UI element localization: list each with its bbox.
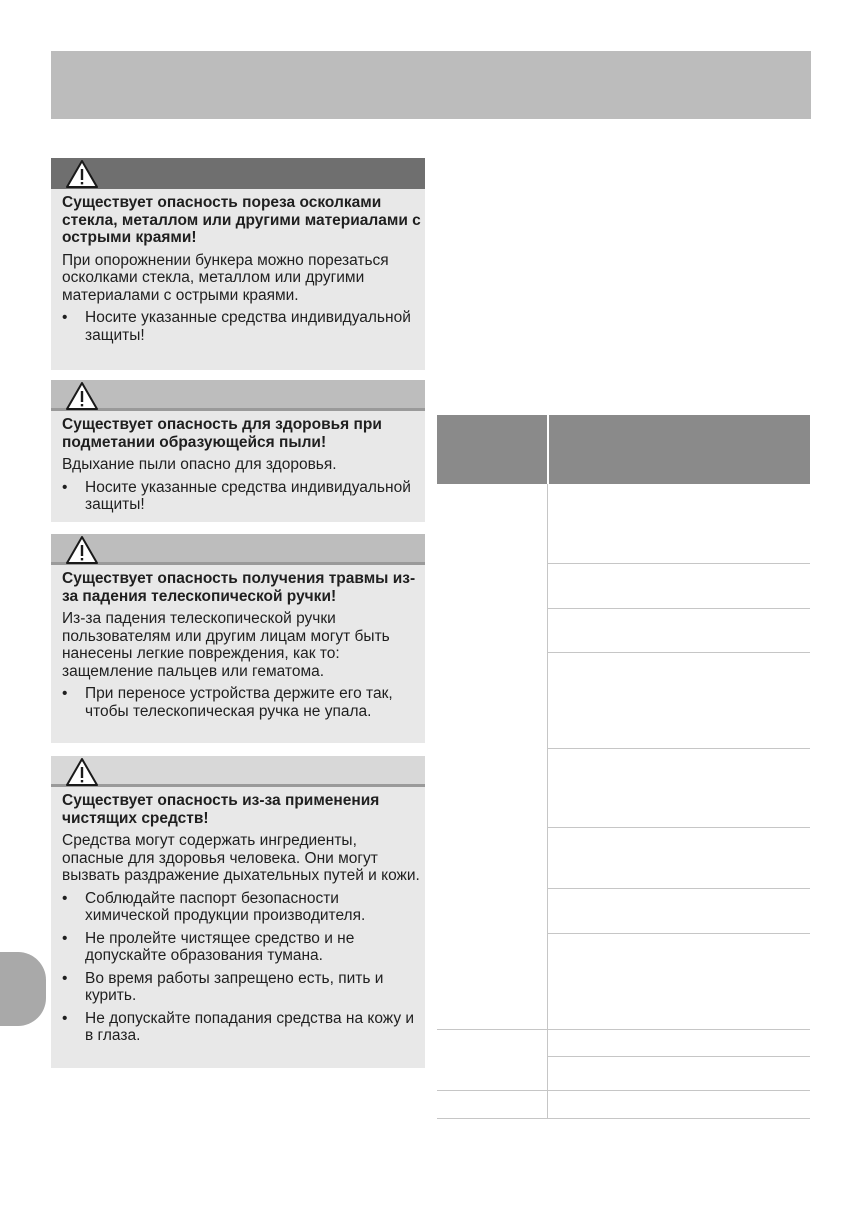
maintenance-table [437,415,810,1119]
table-row-divider [548,827,810,828]
table-header [437,415,810,484]
warning-header [51,380,425,411]
warning-title: Существует опасность для здоровья при подметании образующейся пыли! [62,416,382,451]
warning-triangle-icon [65,757,99,787]
top-banner [51,51,811,119]
list-item: • Носите указанные средства индивидуальной защиты! [62,309,411,344]
table-row-divider [548,888,810,889]
warning-text: Средства могут содержать ингредиенты, опасные для здоровья человека. Они могут вызвать раздражение дыхательных путей и кожи. [62,832,420,884]
list-item: • Соблюдайте паспорт безопасности химической продукции производителя. [62,889,366,924]
chapter-side-tab [0,952,46,1026]
list-item: • Не пролейте чистящее средство и не допускайте образования тумана. [62,929,355,964]
table-column-divider [547,484,548,1119]
warning-box-dust [51,380,425,522]
list-item: • При переносе устройства держите его так, чтобы телескопическая ручка не упала. [62,685,393,720]
warning-text: Вдыхание пыли опасно для здоровья. [62,456,337,473]
table-row-divider [548,933,810,934]
table-row-divider [437,1029,810,1030]
warning-triangle-icon [65,159,99,189]
warning-box-cleaning-agents [51,756,425,1068]
table-row-divider [548,608,810,609]
list-item: • Носите указанные средства индивидуальной защиты! [62,478,411,513]
warning-triangle-icon [65,381,99,411]
table-row-divider [548,563,810,564]
warning-header [51,158,425,189]
warning-title: Существует опасность из-за применения чистящих средств! [62,792,380,827]
warning-text: При опорожнении бункера можно порезаться осколками стекла, металлом или другими материалами с острыми краями. [62,251,389,304]
table-row-divider [437,1090,810,1091]
table-bottom-border [437,1118,810,1119]
table-row-divider [548,652,810,653]
list-item: • Во время работы запрещено есть, пить и курить. [62,969,384,1004]
warning-box-cut [51,158,425,370]
warning-box-handle [51,534,425,743]
warning-triangle-icon [65,535,99,565]
table-row-divider [548,748,810,749]
warning-title: Существует опасность пореза осколками стекла, металлом или другими материалами с острыми краями! [62,194,421,246]
warning-header [51,756,425,787]
warning-header [51,534,425,565]
warning-text: Из-за падения телескопической ручки пользователям или другим лицам могут быть нанесены легкие повреждения, как то: защемление пальцев или гематома. [62,610,390,680]
warning-title: Существует опасность получения травмы из-за падения телескопической ручки! [62,570,416,605]
table-row-divider [548,1056,810,1057]
list-item: • Не допускайте попадания средства на кожу и в глаза. [62,1009,415,1044]
